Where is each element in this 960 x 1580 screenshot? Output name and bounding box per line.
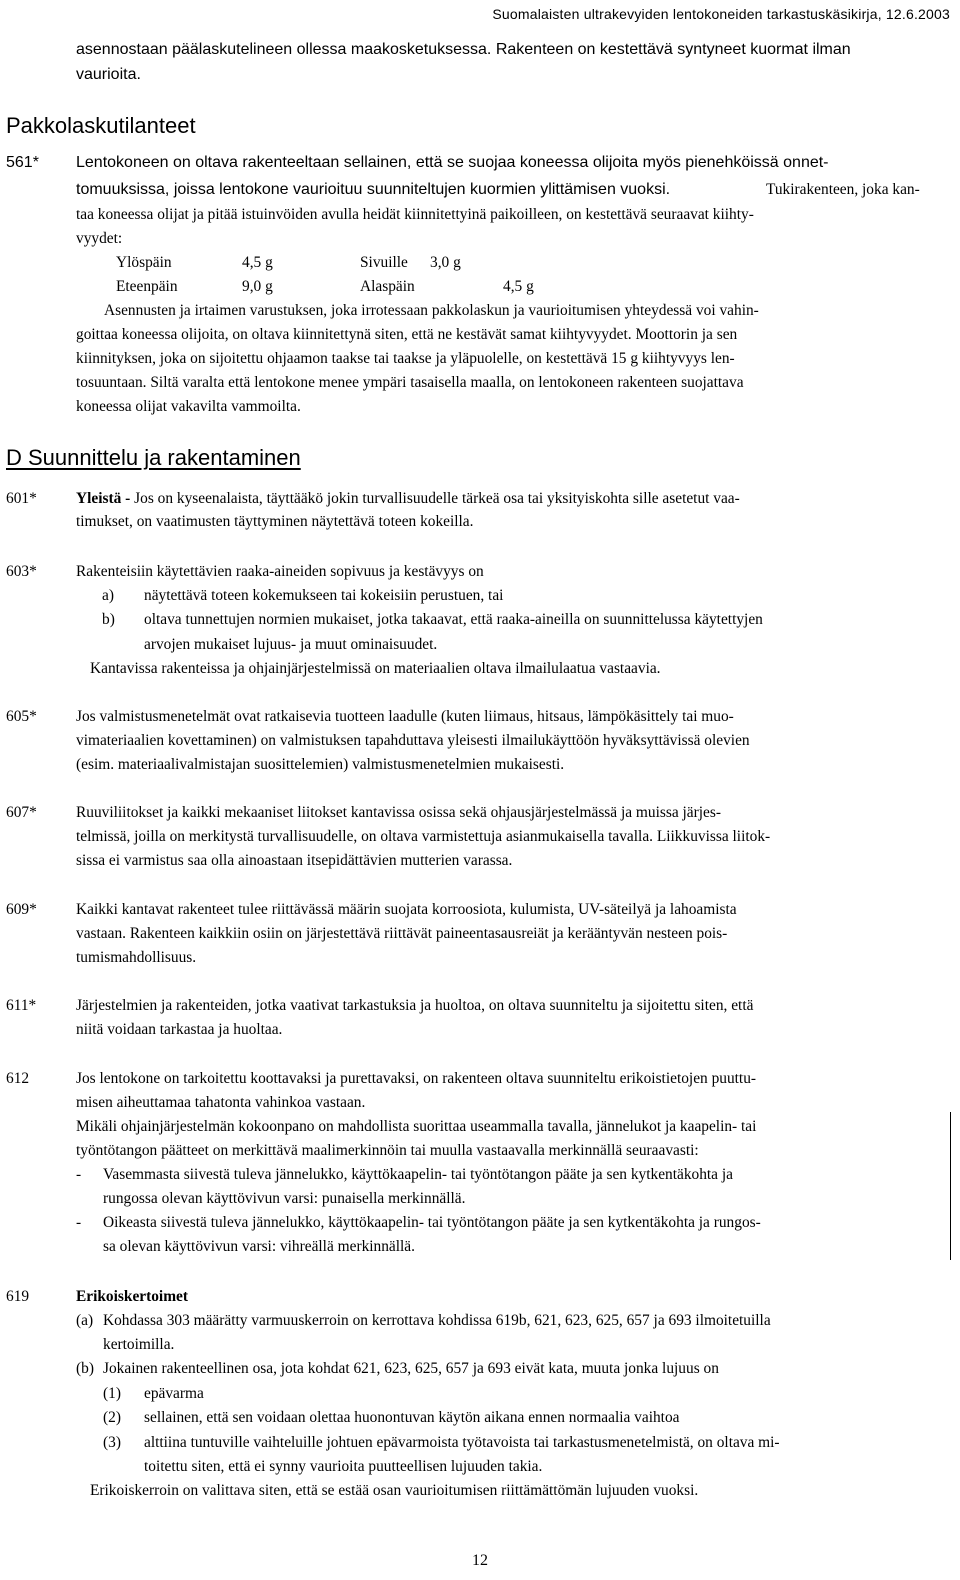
s605-line-3: (esim. materiaalivalmistajan suosittelemien) valmistusmenetelmien mukaisesti. — [76, 756, 565, 773]
s561-line-2-serif: Tukirakenteen, joka kan- — [766, 181, 920, 198]
s607-line-2: telmissä, joilla on merkitystä turvallisuudelle, on oltava varmistettuja asianmukaisella tavalla. Liikkuvissa liitok- — [76, 828, 771, 845]
intro-line-2: vaurioita. — [76, 66, 141, 83]
accel-down-value: 4,5 g — [503, 278, 534, 295]
change-bar — [950, 1112, 951, 1260]
paragraph-number: 607* — [6, 804, 37, 821]
s607-line-3: sissa ei varmistus saa olla ainoastaan itsepidättävien mutterien varassa. — [76, 852, 513, 869]
paragraph-number: 603* — [6, 563, 37, 580]
s603-b-text-2: arvojen mukaiset lujuus- ja muut ominaisuudet. — [144, 636, 438, 653]
s619-item-3-label: (3) — [103, 1434, 121, 1451]
s561-after-4: tosuuntaan. Siltä varalta että lentokone menee ympäri tasaisella maalla, on lentokoneen rakenteen suojattava — [76, 374, 744, 391]
s619-a-line-1: Kohdassa 303 määrätty varmuuskerroin on kerrottava kohdissa 619b, 621, 623, 625, 657 ja 693 ilmoitetuilla — [103, 1312, 771, 1329]
paragraph-number: 609* — [6, 901, 37, 918]
s603-a-text: näytettävä toteen kokemukseen tai kokeisiin perustuen, tai — [144, 587, 504, 604]
s612-line-1: Jos lentokone on tarkoitettu koottavaksi ja purettavaksi, on rakenteen oltava suunniteltu erikoistietojen puuttu- — [76, 1070, 757, 1087]
s561-after-5: koneessa olijat vakavilta vammoilta. — [76, 398, 301, 415]
s603-line-1: Rakenteisiin käytettävien raaka-aineiden sopivuus ja kestävyys on — [76, 563, 484, 580]
s607-line-1: Ruuviliitokset ja kaikki mekaaniset liitokset kantavissa osissa sekä ohjausjärjestelmässä ja muissa järjes- — [76, 804, 721, 821]
s603-a-label: a) — [102, 587, 114, 604]
s619-last: Erikoiskerroin on valittava siten, että se estää osan vaurioitumisen riittämättömän lujuuden vuoksi. — [90, 1482, 699, 1499]
s609-line-2: vastaan. Rakenteen kaikkiin osiin on järjestettävä riittävät paineentasausreiät ja kerääntyvän nesteen pois- — [76, 925, 728, 942]
intro-line-1: asennostaan päälaskutelineen ollessa maakosketuksessa. Rakenteen on kestettävä syntyneet kuormat ilman — [76, 41, 851, 58]
accel-fwd-value: 9,0 g — [242, 278, 273, 295]
s619-item-2-text: sellainen, että sen voidaan olettaa huonontuvan käytön aikana ennen normaalia vaihtoa — [144, 1409, 680, 1426]
s612-bullet-1-line-1: Vasemmasta siivestä tuleva jännelukko, käyttökaapelin- tai työntötangon pääte ja sen kytkentäkohta ja — [103, 1166, 733, 1183]
s609-line-3: tumismahdollisuus. — [76, 949, 197, 966]
s612-bullet-2-line-1: Oikeasta siivestä tuleva jännelukko, käyttökaapelin- tai työntötangon pääte ja sen kytkentäkohta ja rungos- — [103, 1214, 761, 1231]
s561-line-3: taa koneessa olijat ja pitää istuinvöiden avulla heidät kiinnitettyinä paikoilleen, on kestettävä seuraavat kiihty- — [76, 206, 754, 223]
s619-b-label: (b) — [76, 1360, 94, 1377]
page-header: Suomalaisten ultrakevyiden lentokoneiden tarkastuskäsikirja, 12.6.2003 — [492, 6, 950, 22]
s611-line-2: niitä voidaan tarkastaa ja huoltaa. — [76, 1021, 283, 1038]
s619-b-line: Jokainen rakenteellinen osa, jota kohdat 621, 623, 625, 657 ja 693 eivät kata, muuta jonka lujuus on — [103, 1360, 719, 1377]
paragraph-number: 612 — [6, 1070, 30, 1087]
section-d-title: D Suunnittelu ja rakentaminen — [6, 445, 301, 470]
s619-item-3-cont: toitettu siten, että ei synny vaurioita puutteellisen lujuuden takia. — [144, 1458, 543, 1475]
s601-bold-lead: Yleistä - — [76, 490, 131, 507]
s619-item-1-label: (1) — [103, 1385, 121, 1402]
s612-line-4: työntötangon päätteet on merkittävä maalimerkinnöin tai muulla vastaavalla merkinnällä seuraavasti: — [76, 1142, 699, 1159]
accel-side-label: Sivuille — [360, 254, 408, 271]
s612-bullet-1-line-2: rungossa olevan käyttövivun varsi: punaisella merkinnällä. — [103, 1190, 466, 1207]
accel-up-value: 4,5 g — [242, 254, 273, 271]
s561-line-1: Lentokoneen on oltava rakenteeltaan sellainen, että se suojaa koneessa olijoita myös pienehköissä onnet- — [76, 154, 829, 171]
paragraph-number: 611* — [6, 997, 37, 1014]
s611-line-1: Järjestelmien ja rakenteiden, jotka vaativat tarkastuksia ja huoltoa, on oltava suunniteltu ja sijoitettu siten, että — [76, 997, 754, 1014]
s561-after-2: goittaa koneessa olijoita, on oltava kiinnitettynä siten, että ne kestävät samat kiihtyvyydet. Moottorin ja sen — [76, 326, 738, 343]
s561-after-1: Asennusten ja irtaimen varustuksen, joka irrotessaan pakkolaskun ja vaurioitumisen yhteydessä voi vahin- — [104, 302, 759, 319]
accel-down-label: Alaspäin — [360, 278, 415, 295]
paragraph-number: 601* — [6, 490, 37, 507]
s561-after-3: kiinnityksen, joka on sijoitettu ohjaamon taakse tai taakse ja yläpuolelle, on kestettävä 15 g kiihtyvyys len- — [76, 350, 735, 367]
s561-line-4: vyydet: — [76, 230, 123, 247]
s619-item-1-text: epävarma — [144, 1385, 204, 1402]
s619-item-3-text: alttiina tuntuville vaihteluille johtuen epävarmoista työtavoista tai tarkastusmenetelmistä, on oltava mi- — [144, 1434, 780, 1451]
s605-line-2: vimateriaalien kovettaminen) on valmistuksen tapahduttava yleisesti ilmailukäyttöön hyväksyttävissä olevien — [76, 732, 750, 749]
s619-title: Erikoiskertoimet — [76, 1288, 188, 1305]
s612-line-3: Mikäli ohjainjärjestelmän kokoonpano on mahdollista suorittaa useammalla tavalla, jännelukot ja kaapelin- tai — [76, 1118, 757, 1135]
s561-line-2: tomuuksissa, joissa lentokone vaurioituu suunniteltujen kuormien ylittämisen vuoksi. — [76, 181, 671, 198]
s612-line-2: misen aiheuttamaa tahatonta vahinkoa vastaan. — [76, 1094, 366, 1111]
paragraph-number: 619 — [6, 1288, 30, 1305]
s612-bullet-1-mark: - — [76, 1166, 82, 1183]
s619-a-line-2: kertoimilla. — [103, 1336, 175, 1353]
s612-bullet-2-mark: - — [76, 1214, 82, 1231]
s603-b-label: b) — [102, 611, 115, 628]
accel-side-value: 3,0 g — [430, 254, 461, 271]
s603-last: Kantavissa rakenteissa ja ohjainjärjestelmissä on materiaalien oltava ilmailulaatua vastaavia. — [90, 660, 661, 677]
s605-line-1: Jos valmistusmenetelmät ovat ratkaisevia tuotteen laadulle (kuten liimaus, hitsaus, lämpökäsittely tai muo- — [76, 708, 734, 725]
s601-line-1: Jos on kyseenalaista, täyttääkö jokin turvallisuudelle tärkeä osa tai yksityiskohta sille asetetut vaa- — [130, 490, 740, 507]
s603-b-text-1: oltava tunnettujen normien mukaiset, jotka takaavat, että raaka-aineilla on suunnittelussa käytettyjen — [144, 611, 763, 628]
accel-up-label: Ylöspäin — [116, 254, 172, 271]
s619-a-label: (a) — [76, 1312, 94, 1329]
s619-item-2-label: (2) — [103, 1409, 121, 1426]
s601-line-2: timukset, on vaatimusten täyttyminen näytettävä toteen kokeilla. — [76, 513, 474, 530]
accel-fwd-label: Eteenpäin — [116, 278, 178, 295]
paragraph-number: 561* — [6, 154, 39, 171]
page-number: 12 — [472, 1552, 488, 1569]
s612-bullet-2-line-2: sa olevan käyttövivun varsi: vihreällä merkinnällä. — [103, 1238, 415, 1255]
paragraph-number: 605* — [6, 708, 37, 725]
s609-line-1: Kaikki kantavat rakenteet tulee riittävässä määrin suojata korroosiota, kulumista, UV-säteilyä ja lahoamista — [76, 901, 737, 918]
section-title: Pakkolaskutilanteet — [6, 113, 196, 138]
